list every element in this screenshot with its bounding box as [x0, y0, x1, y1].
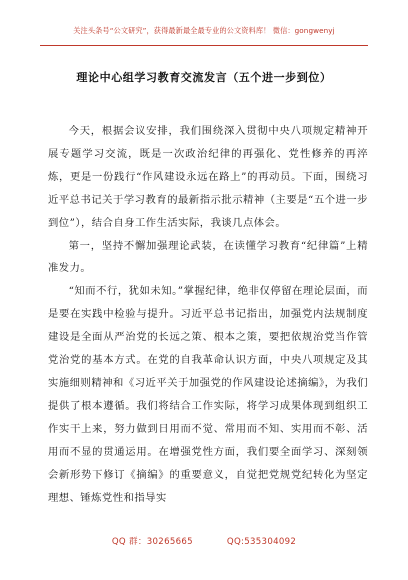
header-divider [40, 45, 368, 46]
paragraph: 今天，根据会议安排，我们围绕深入贯彻中央八项规定精神开展专题学习交流，既是一次政治纪律的再强化、党性修养的再淬炼，更是一份践行“作风建设永远在路上”的再动员。下面，围绕习近平总书记关于学习教育的最新指示批示精神（主要是“五个进一步到位”），结合自身工作生活实际，我谈几点体会。 [48, 125, 368, 229]
paragraph: “知而不行，犹如未知。”掌握纪律，绝非仅停留在理论层面，而是要在实践中检验与提升。习近平总书记指出，加强党内法规制度建设是全面从严治党的长远之策、根本之策，要把依规治党当作管党治党的基本方式。在党的自我革命认识方面，中央八项规定及其实施细则精神和《习近平关于加强党的作风建设论述摘编》，为我们提供了根本遵循。我们将结合工作实际，将学习成果体现到组织工作实干上来，努力做到日用而不觉、常用而不知、实用而不彰、活用而不显的贯通运用。在增强党性方面，我们要全面学习、深刻领会新形势下修订《摘编》的重要意义，自觉把党规党纪转化为坚定理想、锤炼党性和指导实 [48, 285, 368, 504]
footer-qq-group: QQ 群：30265665 [111, 537, 193, 547]
paragraph: 第一，坚持不懈加强理论武装，在读懂学习教育“纪律篇”上精准发力。 [48, 239, 368, 275]
document-title: 理论中心组学习教育交流发言（五个进一步到位） [76, 71, 332, 84]
footer-contact [0, 535, 408, 547]
footer-qq: QQ:535304092 [226, 537, 297, 547]
document-body [48, 120, 368, 509]
header-banner: 关注头条号“公文研究”，获得最新最全最专业的公文资料库！ 微信：gongwenyj [73, 26, 335, 35]
